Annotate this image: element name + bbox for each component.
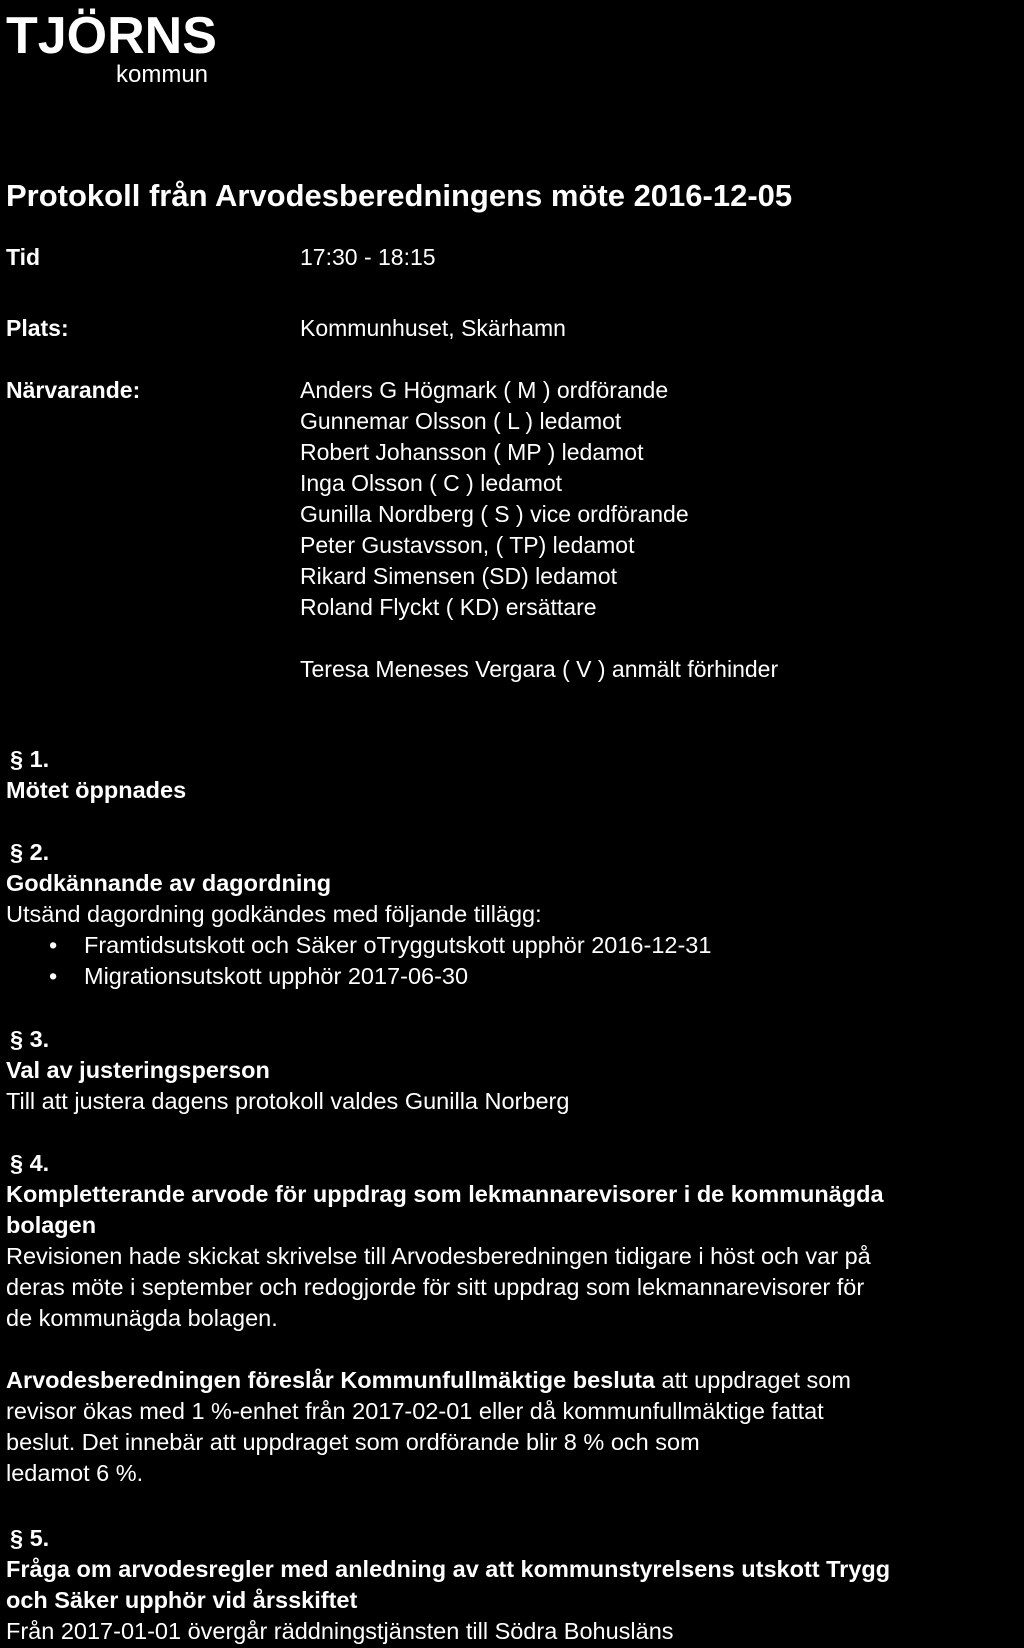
logo-subtitle: kommun	[116, 61, 209, 88]
paragraph-line	[6, 1365, 1016, 1396]
list-item-text: Migrationsutskott upphör 2017-06-30	[84, 963, 469, 989]
section-text: Till att justera dagens protokoll valdes Gunilla Norberg	[6, 1088, 570, 1114]
section-heading: Val av justeringsperson	[6, 1057, 270, 1083]
attendee: Robert Johansson ( MP ) ledamot	[300, 439, 644, 465]
attendee: Anders G Högmark ( M ) ordförande	[300, 377, 669, 403]
attendee: Gunnemar Olsson ( L ) ledamot	[300, 408, 622, 434]
attendee: Roland Flyckt ( KD) ersättare	[300, 594, 597, 620]
bullet-icon: •	[49, 963, 58, 989]
section-text: Utsänd dagordning godkändes med följande tillägg:	[6, 901, 542, 927]
section-5	[6, 1523, 1016, 1647]
section-heading: Godkännande av dagordning	[6, 870, 332, 896]
place-label: Plats:	[6, 315, 69, 341]
section-number: § 2.	[10, 839, 50, 865]
section-number: § 5.	[10, 1525, 50, 1551]
section-heading-continued: och Säker upphör vid årsskiftet	[6, 1587, 358, 1613]
time-value: 17:30 - 18:15	[300, 244, 436, 270]
proposal-bold: Arvodesberedningen föreslår Kommunfullmäktige besluta	[6, 1367, 655, 1393]
place-value: Kommunhuset, Skärhamn	[300, 315, 566, 341]
addition-list	[6, 930, 1016, 992]
list-item	[6, 961, 1016, 992]
document-title: Protokoll från Arvodesberedningens möte 2016-12-05	[6, 178, 793, 213]
bullet-icon: •	[49, 932, 58, 958]
section-heading: Mötet öppnades	[6, 777, 187, 803]
paragraph-gap	[6, 1334, 1016, 1365]
section-number: § 4.	[10, 1150, 50, 1176]
absent-note: Teresa Meneses Vergara ( V ) anmält förhinder	[300, 656, 779, 682]
paragraph-line: de kommunägda bolagen.	[6, 1305, 278, 1331]
paragraph-line: revisor ökas med 1 %-enhet från 2017-02-01 eller då kommunfullmäktige fattat	[6, 1398, 824, 1424]
section-number: § 3.	[10, 1026, 50, 1052]
attendee: Peter Gustavsson, ( TP) ledamot	[300, 532, 635, 558]
section-1	[6, 744, 1016, 806]
section-heading: Kompletterande arvode för uppdrag som lekmannarevisorer i de kommunägda	[6, 1181, 884, 1207]
section-heading-continued: bolagen	[6, 1212, 97, 1238]
attendee: Gunilla Nordberg ( S ) vice ordförande	[300, 501, 689, 527]
attendee-list	[300, 375, 778, 685]
paragraph-line: Revisionen hade skickat skrivelse till Arvodesberedningen tidigare i höst och var på	[6, 1243, 871, 1269]
time-label: Tid	[6, 244, 41, 270]
municipality-logo	[6, 8, 217, 88]
proposal-text: att uppdraget som	[655, 1367, 851, 1393]
section-text: Från 2017-01-01 övergår räddningstjänsten till Södra Bohusläns	[6, 1618, 674, 1644]
section-4	[6, 1148, 1016, 1489]
attendee: Inga Olsson ( C ) ledamot	[300, 470, 563, 496]
paragraph-line: beslut. Det innebär att uppdraget som ordförande blir 8 % och som	[6, 1429, 700, 1455]
logo-name: TJÖRNS	[6, 7, 217, 65]
attendee: Rikard Simensen (SD) ledamot	[300, 563, 618, 589]
section-number: § 1.	[10, 746, 50, 772]
list-item	[6, 930, 1016, 961]
present-label: Närvarande:	[6, 377, 141, 403]
list-item-text: Framtidsutskott och Säker oTryggutskott upphör 2016-12-31	[84, 932, 712, 958]
paragraph-line: ledamot 6 %.	[6, 1460, 144, 1486]
section-2	[6, 837, 1016, 992]
section-3	[6, 1024, 1016, 1117]
section-heading: Fråga om arvodesregler med anledning av att kommunstyrelsens utskott Trygg	[6, 1556, 891, 1582]
paragraph-line: deras möte i september och redogjorde för sitt uppdrag som lekmannarevisorer för	[6, 1274, 865, 1300]
